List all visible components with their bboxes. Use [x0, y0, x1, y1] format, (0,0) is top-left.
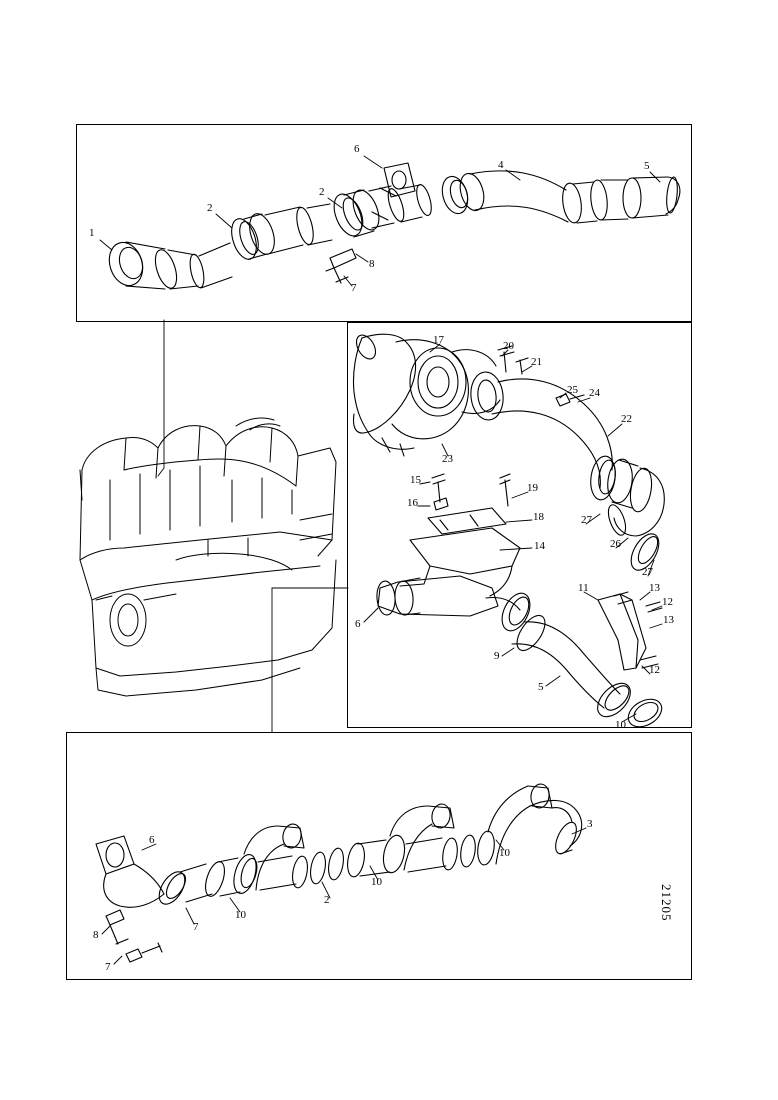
callout-27a: 27 — [581, 514, 592, 526]
callout-13a: 13 — [649, 582, 660, 594]
callout-6-top: 6 — [354, 143, 360, 155]
callout-2a: 2 — [207, 202, 213, 214]
callout-4: 4 — [498, 159, 504, 171]
callout-7-bottom-a: 7 — [105, 961, 111, 973]
callout-19: 19 — [527, 482, 538, 494]
callout-8-bottom: 8 — [93, 929, 99, 941]
callout-14: 14 — [534, 540, 545, 552]
callout-15: 15 — [410, 474, 421, 486]
callout-10-bottom-c: 10 — [499, 847, 510, 859]
callout-17: 17 — [433, 334, 444, 346]
callout-24: 24 — [589, 387, 600, 399]
callout-10-bottom-b: 10 — [371, 876, 382, 888]
panel-right-turbocharger — [347, 322, 692, 728]
callout-12a: 12 — [662, 596, 673, 608]
callout-13b: 13 — [663, 614, 674, 626]
callout-25: 25 — [567, 384, 578, 396]
panel-top-exhaust-manifold — [76, 124, 692, 322]
callout-27b: 27 — [642, 566, 653, 578]
callout-23: 23 — [442, 453, 453, 465]
callout-5-top: 5 — [644, 160, 650, 172]
callout-18: 18 — [533, 511, 544, 523]
callout-5-right: 5 — [538, 681, 544, 693]
callout-6-bottom: 6 — [149, 834, 155, 846]
callout-7-top: 7 — [351, 282, 357, 294]
callout-6-right: 6 — [355, 618, 361, 630]
callout-11: 11 — [578, 582, 589, 594]
callout-12b: 12 — [649, 664, 660, 676]
callout-10-bottom-a: 10 — [235, 909, 246, 921]
callout-22: 22 — [621, 413, 632, 425]
callout-1: 1 — [89, 227, 95, 239]
callout-9: 9 — [494, 650, 500, 662]
callout-7-bottom-b: 7 — [193, 921, 199, 933]
panel-bottom-exhaust-pipe — [66, 732, 692, 980]
callout-2b: 2 — [319, 186, 325, 198]
callout-8-top: 8 — [369, 258, 375, 270]
callout-21: 21 — [531, 356, 542, 368]
figure-number: 21205 — [659, 884, 674, 922]
callout-2-bottom: 2 — [324, 894, 330, 906]
callout-3: 3 — [587, 818, 593, 830]
callout-20: 20 — [503, 340, 514, 352]
engine-block-illustration — [80, 418, 336, 696]
callout-26: 26 — [610, 538, 621, 550]
callout-16: 16 — [407, 497, 418, 509]
callout-10-right: 10 — [615, 719, 626, 731]
